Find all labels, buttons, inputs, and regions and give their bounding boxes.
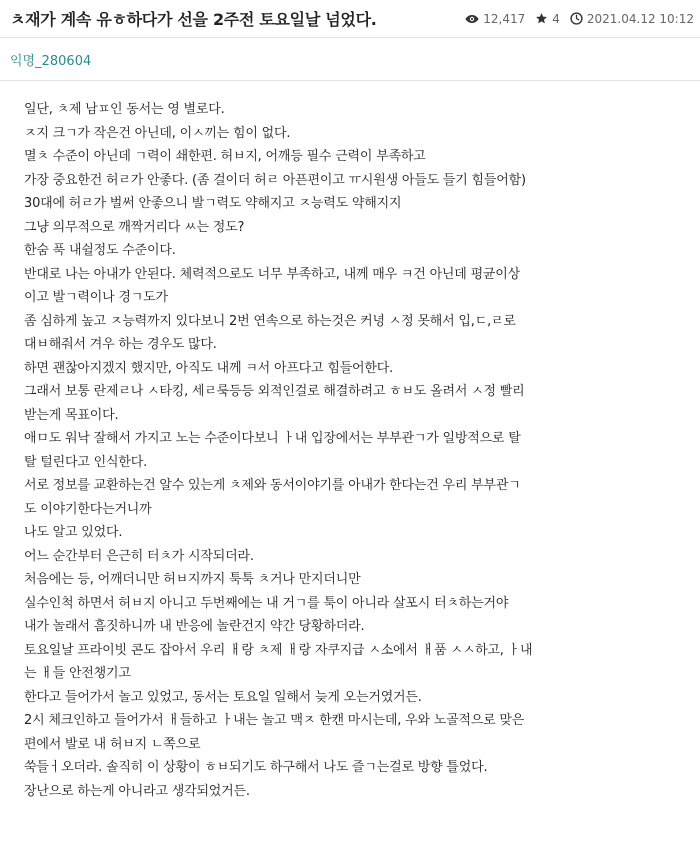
body-line: ㅈ지 크ㄱ가 작은건 아닌데, 이ㅅ끼는 힘이 없다. xyxy=(24,125,291,141)
clock-icon xyxy=(570,12,583,25)
body-line: 반대로 나는 아내가 안된다. 체력적으로도 너무 부족하고, 내께 매우 ㅋ건 아닌데 평균이상 xyxy=(24,266,521,282)
body-line: 어느 순간부터 은근히 터ㅊ가 시작되더라. xyxy=(24,548,254,564)
body-line: 그래서 보통 란제ㄹ나 ㅅ타킹, 세ㄹ룩등등 외적인걸로 해결하려고 ㅎㅂ도 올려서 ㅅ정 빨리 xyxy=(24,384,525,399)
body-line: 처음에는 등, 어깨더니만 허ㅂ지까지 툭툭 ㅊ거나 만지더니만 xyxy=(24,572,361,587)
body-line: 좀 심하게 높고 ㅈ능력까지 있다보니 2번 연속으로 하는것은 커녕 ㅅ정 못해서 입,ㄷ,ㄹ로 xyxy=(24,313,516,329)
star-icon xyxy=(535,12,548,25)
body-line: 서로 정보를 교환하는건 알수 있는게 ㅊ제와 동서이야기를 아내가 한다는건 우리 부부관ㄱ xyxy=(24,478,521,493)
body-line: 내가 놀래서 흠짓하니까 내 반응에 놀란건지 약간 당황하더라. xyxy=(24,619,365,634)
star-count xyxy=(535,12,560,26)
body-line: 한숨 푹 내쉴정도 수준이다. xyxy=(24,243,176,258)
body-line: 2시 체크인하고 들어가서 ㅐ들하고 ㅏ내는 놀고 맥ㅈ 한캔 마시는데, 우와 노골적으로 맞은 xyxy=(24,713,525,728)
author-bar xyxy=(0,39,700,81)
body-line: 실수인척 하면서 허ㅂ지 아니고 두번째에는 내 거ㄱ를 툭이 아니라 살포시 터ㅊ하는거야 xyxy=(24,595,509,611)
body-line: 탈 털린다고 인식한다. xyxy=(24,454,148,470)
view-count-value: 12,417 xyxy=(483,11,526,26)
body-line: 는 ㅐ들 안전챙기고 xyxy=(24,666,131,681)
view-count xyxy=(465,12,525,26)
post-title: ㅊ재가 계속 유ㅎ하다가 선을 2주전 토요일날 넘었다. xyxy=(10,10,377,29)
body-line: 한다고 들어가서 놀고 있었고, 동서는 토요일 일해서 늦게 오는거였거든. xyxy=(24,689,422,705)
body-line: 가장 중요한건 허ㄹ가 안좋다. (좀 걸이더 허ㄹ 아픈편이고 ㅠ시원생 아들도 들기 힘들어함) xyxy=(24,172,526,188)
body-line: 이고 발ㄱ력이나 경ㄱ도가 xyxy=(24,290,168,305)
body-line: 대ㅂ해줘서 겨우 하는 경우도 많다. xyxy=(24,337,217,352)
post-datetime-value: 2021.04.12 10:12 xyxy=(586,11,694,26)
body-line: 장난으로 하는게 아니라고 생각되었거든. xyxy=(24,783,250,799)
post-header xyxy=(0,0,700,38)
eye-icon xyxy=(465,13,479,25)
post-datetime xyxy=(570,12,694,26)
body-line: 도 이야기한다는거니까 xyxy=(24,501,152,517)
body-line: 하면 괜찮아지겠지 했지만, 아직도 내께 ㅋ서 아프다고 힘들어한다. xyxy=(24,360,394,376)
star-count-value: 4 xyxy=(552,11,560,26)
body-line: 애ㅁ도 워낙 잘해서 가지고 노는 수준이다보니 ㅏ내 입장에서는 부부관ㄱ가 일방적으로 탈 xyxy=(24,431,521,446)
body-line: 30대에 허ㄹ가 벌써 안좋으니 발ㄱ력도 약해지고 ㅈ능력도 약해지지 xyxy=(24,196,402,211)
body-line: 쑥들ㅓ오더라. 솔직히 이 상황이 ㅎㅂ되기도 하구해서 나도 즐ㄱ는걸로 방향 틀었다. xyxy=(24,760,488,775)
body-line: 나도 알고 있었다. xyxy=(24,525,123,540)
body-line: 편에서 발로 내 허ㅂ지 ㄴ쪽으로 xyxy=(24,736,201,752)
body-line: 그냥 의무적으로 깨짝거리다 ㅆ는 정도? xyxy=(24,219,245,235)
post-body xyxy=(24,98,684,803)
body-line: 토요일날 프라이빗 콘도 잡아서 우리 ㅐ랑 ㅊ제 ㅐ랑 자쿠지급 ㅅ소에서 ㅐ품 ㅅㅅ하고, ㅏ내 xyxy=(24,642,533,658)
body-line: 멸ㅊ 수준이 아닌데 ㄱ력이 쇄한편. 허ㅂ지, 어깨등 필수 근력이 부족하고 xyxy=(24,149,426,164)
author-name[interactable]: 익명_280604 xyxy=(10,54,92,69)
post-meta xyxy=(465,12,694,26)
body-line: 받는게 목표이다. xyxy=(24,407,119,423)
body-line: 일단, ㅊ제 남ㅍ인 동서는 영 별로다. xyxy=(24,102,225,117)
